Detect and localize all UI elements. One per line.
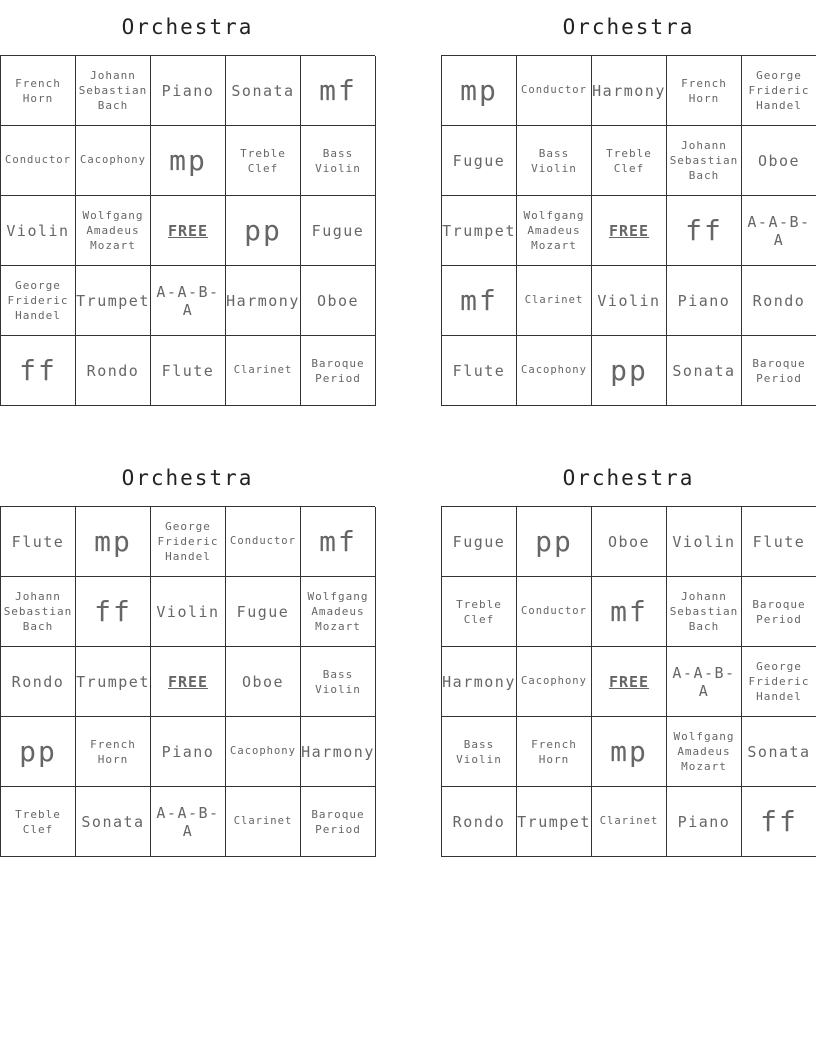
bingo-card-2 (441, 0, 816, 406)
bingo-cell: Cacophony (517, 647, 592, 717)
bingo-cell: A-A-B-A (151, 787, 226, 857)
bingo-cell: Baroque Period (742, 577, 816, 647)
bingo-cell: Flute (1, 507, 76, 577)
free-space: FREE (151, 196, 226, 266)
bingo-cell: mp (151, 126, 226, 196)
bingo-cell: Johann Sebastian Bach (76, 56, 151, 126)
bingo-cell: Cacophony (517, 336, 592, 406)
bingo-cell: Trumpet (76, 266, 151, 336)
bingo-card-3 (0, 451, 375, 857)
bingo-cell: mp (442, 56, 517, 126)
bingo-cell: Fugue (226, 577, 301, 647)
bingo-cell: Fugue (301, 196, 376, 266)
bingo-cell: mf (592, 577, 667, 647)
bingo-cell: Johann Sebastian Bach (667, 577, 742, 647)
bingo-cell: Clarinet (517, 266, 592, 336)
bingo-cell: Piano (151, 56, 226, 126)
bingo-cell: ff (742, 787, 816, 857)
bingo-cell: Trumpet (76, 647, 151, 717)
bingo-cell: Oboe (592, 507, 667, 577)
bingo-cell: Harmony (226, 266, 301, 336)
bingo-cell: Violin (151, 577, 226, 647)
bingo-cell: Rondo (1, 647, 76, 717)
bingo-cell: ff (667, 196, 742, 266)
bingo-cell: French Horn (1, 56, 76, 126)
bingo-cell: Bass Violin (301, 126, 376, 196)
bingo-cell: Piano (151, 717, 226, 787)
bingo-cell: French Horn (667, 56, 742, 126)
bingo-cell: Fugue (442, 507, 517, 577)
bingo-cell: mp (76, 507, 151, 577)
bingo-cell: Trumpet (442, 196, 517, 266)
bingo-cell: Cacophony (76, 126, 151, 196)
bingo-cell: Piano (667, 266, 742, 336)
bingo-cell: Fugue (442, 126, 517, 196)
bingo-cell: Treble Clef (442, 577, 517, 647)
bingo-cell: Sonata (76, 787, 151, 857)
bingo-cell: Baroque Period (301, 787, 376, 857)
bingo-cell: Conductor (226, 507, 301, 577)
free-space: FREE (151, 647, 226, 717)
bingo-cell: Johann Sebastian Bach (667, 126, 742, 196)
bingo-cell: Conductor (517, 56, 592, 126)
bingo-cell: Treble Clef (592, 126, 667, 196)
bingo-cell: Trumpet (517, 787, 592, 857)
bingo-cell: Flute (742, 507, 816, 577)
bingo-cell: ff (1, 336, 76, 406)
free-space: FREE (592, 196, 667, 266)
bingo-cell: Clarinet (592, 787, 667, 857)
bingo-cell: Wolfgang Amadeus Mozart (517, 196, 592, 266)
bingo-cell: George Frideric Handel (742, 56, 816, 126)
bingo-cell: George Frideric Handel (1, 266, 76, 336)
bingo-grid (441, 506, 816, 857)
bingo-cell: Flute (151, 336, 226, 406)
bingo-cell: French Horn (76, 717, 151, 787)
card-title: Orchestra (121, 466, 254, 490)
bingo-cell: pp (592, 336, 667, 406)
bingo-cell: Harmony (442, 647, 517, 717)
bingo-cell: A-A-B-A (667, 647, 742, 717)
bingo-cell: ff (76, 577, 151, 647)
bingo-cell: Violin (1, 196, 76, 266)
free-space: FREE (592, 647, 667, 717)
bingo-cell: Rondo (76, 336, 151, 406)
bingo-cell: Rondo (442, 787, 517, 857)
bingo-cell: Violin (592, 266, 667, 336)
bingo-cell: mf (301, 507, 376, 577)
bingo-cell: Wolfgang Amadeus Mozart (76, 196, 151, 266)
bingo-grid (0, 506, 375, 857)
bingo-cell: Oboe (742, 126, 816, 196)
bingo-cell: Clarinet (226, 787, 301, 857)
bingo-cell: Bass Violin (517, 126, 592, 196)
bingo-cell: Conductor (1, 126, 76, 196)
bingo-cell: Piano (667, 787, 742, 857)
bingo-cell: Clarinet (226, 336, 301, 406)
bingo-card-1 (0, 0, 375, 406)
bingo-cell: Flute (442, 336, 517, 406)
bingo-cell: A-A-B-A (742, 196, 816, 266)
bingo-cell: mf (442, 266, 517, 336)
bingo-cell: Harmony (592, 56, 667, 126)
bingo-cell: Rondo (742, 266, 816, 336)
bingo-cell: Treble Clef (1, 787, 76, 857)
bingo-cell: A-A-B-A (151, 266, 226, 336)
bingo-cell: Sonata (226, 56, 301, 126)
bingo-cell: pp (517, 507, 592, 577)
bingo-cell: Cacophony (226, 717, 301, 787)
bingo-cell: Wolfgang Amadeus Mozart (301, 577, 376, 647)
bingo-cell: George Frideric Handel (742, 647, 816, 717)
bingo-cell: French Horn (517, 717, 592, 787)
bingo-cell: Harmony (301, 717, 376, 787)
bingo-grid (0, 55, 375, 406)
bingo-cell: Oboe (301, 266, 376, 336)
bingo-card-4 (441, 451, 816, 857)
bingo-grid (441, 55, 816, 406)
bingo-cell: Baroque Period (301, 336, 376, 406)
bingo-cell: pp (1, 717, 76, 787)
bingo-cell: Oboe (226, 647, 301, 717)
bingo-cell: Sonata (742, 717, 816, 787)
bingo-cell: pp (226, 196, 301, 266)
bingo-cell: Bass Violin (301, 647, 376, 717)
bingo-cell: mp (592, 717, 667, 787)
bingo-cell: Wolfgang Amadeus Mozart (667, 717, 742, 787)
card-title: Orchestra (562, 466, 695, 490)
bingo-cell: Bass Violin (442, 717, 517, 787)
card-title: Orchestra (121, 15, 254, 39)
bingo-cell: George Frideric Handel (151, 507, 226, 577)
bingo-cell: Conductor (517, 577, 592, 647)
bingo-cell: Sonata (667, 336, 742, 406)
bingo-cell: Baroque Period (742, 336, 816, 406)
bingo-cell: Violin (667, 507, 742, 577)
bingo-cell: Treble Clef (226, 126, 301, 196)
bingo-cell: Johann Sebastian Bach (1, 577, 76, 647)
card-title: Orchestra (562, 15, 695, 39)
bingo-cell: mf (301, 56, 376, 126)
